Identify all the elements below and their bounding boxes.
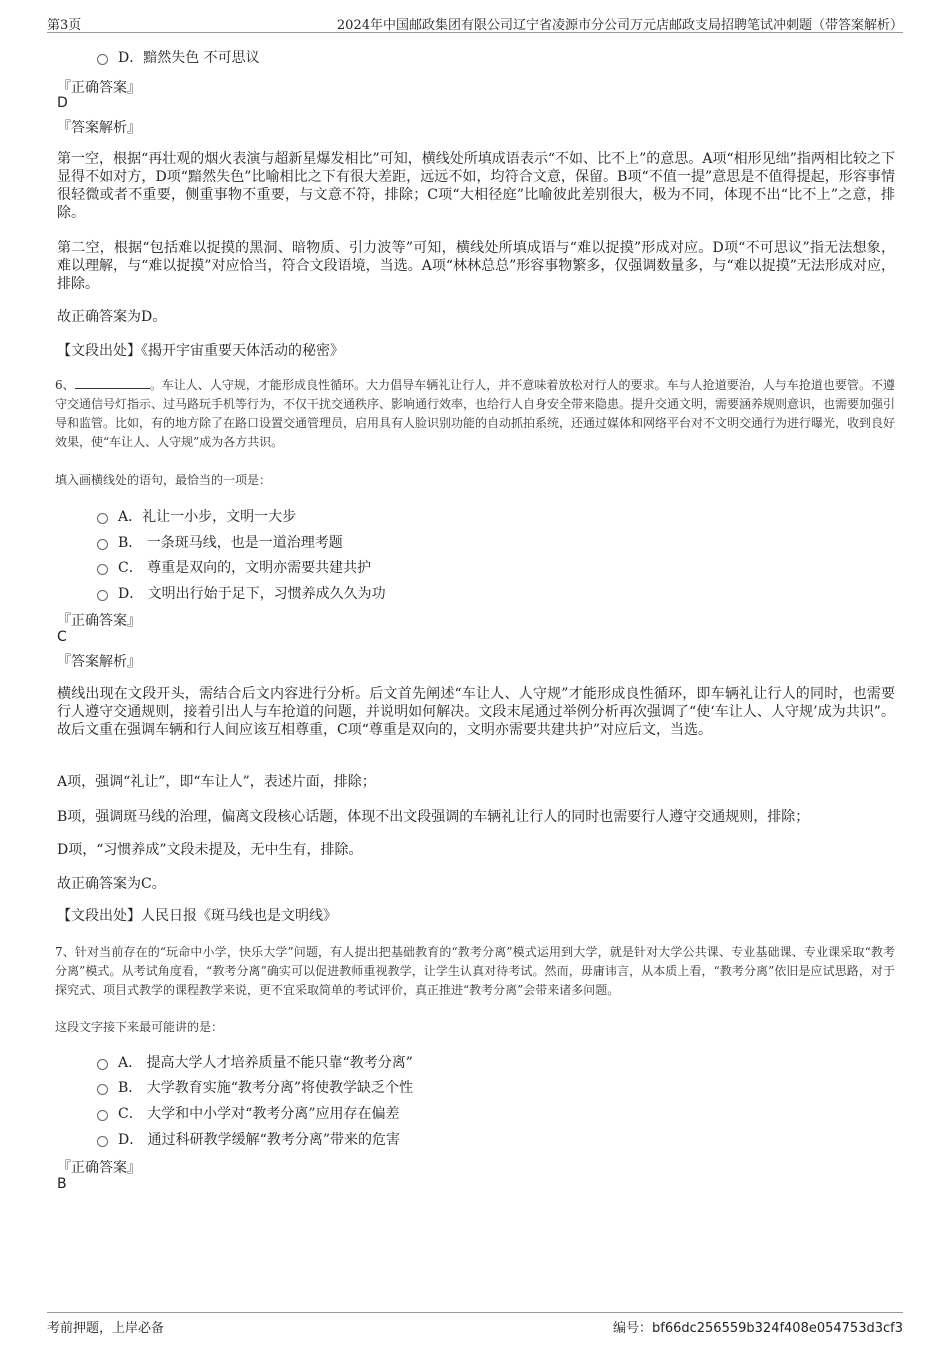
radio-icon[interactable] — [97, 539, 108, 550]
q5-conclusion: 故正确答案为D。 — [57, 309, 167, 325]
radio-icon[interactable] — [97, 564, 108, 575]
q7-option-c[interactable]: C． 大学和中小学对“教考分离”应用存在偏差 — [97, 1103, 399, 1123]
fill-blank — [75, 376, 150, 389]
radio-icon[interactable] — [97, 1110, 108, 1121]
radio-icon[interactable] — [97, 513, 108, 524]
page-footer — [47, 1312, 903, 1337]
q6-option-a[interactable]: A．礼让一小步，文明一大步 — [97, 506, 296, 526]
radio-icon[interactable] — [97, 1136, 108, 1147]
q5-analysis-label: 『答案解析』 — [57, 120, 141, 136]
q7-prompt: 这段文字接下来最可能讲的是： — [55, 1020, 224, 1034]
q6-option-d[interactable]: D． 文明出行始于足下，习惯养成久久为功 — [97, 583, 386, 603]
page-header — [47, 10, 903, 33]
q6-option-c[interactable]: C． 尊重是双向的，文明亦需要共建共护 — [97, 557, 371, 577]
q5-source: 【文段出处】《揭开宇宙重要天体活动的秘密》 — [57, 343, 344, 359]
q7-option-b[interactable]: B． 大学教育实施“教考分离”将使教学缺乏个性 — [97, 1077, 413, 1097]
document-title: 2024年中国邮政集团有限公司辽宁省凌源市分公司万元店邮政支局招聘笔试冲刺题（带答案解析） — [336, 18, 903, 33]
q6-correct-label: 『正确答案』 — [57, 613, 141, 629]
q5-analysis-p1: 第一空，根据“再壮观的烟火表演与超新星爆发相比”可知，横线处所填成语表示“不如、比不上”的意思。A项“相形见绌”指两相比较之下显得不如对方，D项“黯然失色”比喻相比之下有很大差距，远远不如，均符合文意，保留。B项“不值一提”意思是不值得提起，形容事情很轻微或者不重要，侧重事物不重要，与文意不符，排除；C项“大相径庭”比喻彼此差别很大，极为不同，体现不出“比不上”之意，排除。 — [57, 151, 895, 221]
radio-icon[interactable] — [97, 54, 108, 65]
q6-source: 【文段出处】人民日报《斑马线也是文明线》 — [57, 908, 337, 924]
q6-answer: C — [57, 629, 67, 645]
q5-answer: D — [57, 95, 68, 111]
footer-code: 编号：bf66dc256559b324f408e054753d3cf3 — [612, 1321, 903, 1336]
q6-conclusion: 故正确答案为C。 — [57, 876, 166, 892]
page-number: 第3页 — [47, 18, 82, 33]
q7-option-a[interactable]: A． 提高大学人才培养质量不能只靠“教考分离” — [97, 1052, 413, 1072]
radio-icon[interactable] — [97, 1059, 108, 1070]
q6-analysis-p2: A项，强调“礼让”，即“车让人”，表述片面，排除； — [57, 774, 376, 790]
footer-slogan: 考前押题，上岸必备 — [47, 1321, 165, 1336]
q7-answer: B — [57, 1176, 67, 1192]
q6-prompt: 填入画横线处的语句，最恰当的一项是： — [55, 473, 272, 487]
radio-icon[interactable] — [97, 1084, 108, 1095]
q5-analysis-p2: 第二空，根据“包括难以捉摸的黑洞、暗物质、引力波等”可知，横线处所填成语与“难以捉摸”形成对应。D项“不可思议”指无法想象，难以理解，与“难以捉摸”对应恰当，符合文段语境，当选。A项“林林总总”形容事物繁多，仅强调数量多，与“难以捉摸”无法形成对应，排除。 — [57, 240, 895, 292]
q6-analysis-label: 『答案解析』 — [57, 654, 141, 670]
q6-analysis-p3: B项，强调斑马线的治理，偏离文段核心话题，体现不出文段强调的车辆礼让行人的同时也需要行人遵守交通规则，排除； — [57, 809, 810, 825]
q7-passage: 7、针对当前存在的“玩命中小学，快乐大学”问题，有人提出把基础教育的“教考分离”模式运用到大学，就是针对大学公共课、专业基础课、专业课采取“教考分离”模式。从考试角度看，“教考分离”确实可以促进教师重视教学，让学生认真对待考试。然而，毋庸讳言，从本质上看，“教考分离”依旧是应试思路，对于探究式、项目式教学的课程教学来说，更不宜采取简单的考试评价，真正推进“教考分离”会带来诸多问题。 — [55, 945, 895, 997]
q5-option-d[interactable]: D．黯然失色 不可思议 — [97, 47, 260, 67]
q6-passage: 6、 。车让人、人守规，才能形成良性循环。大力倡导车辆礼让行人，并不意味着放松对行人的要求。车与人抢道要治，人与车抢道也要管。不遵守交通信号灯指示、过马路玩手机等行为，不仅干扰交通秩序、影响通行效率，也给行人自身安全带来隐患。提升交通文明，需要涵养规则意识，也需要加强引导和监管。比如，有的地方除了在路口设置交通管理员，启用具有人脸识别功能的自动抓拍系统，还通过媒体和网络平台对不文明交通行为进行曝光，收到良好效果，使“车让人、人守规”成为各方共识。 — [55, 378, 896, 449]
q7-option-d[interactable]: D． 通过科研教学缓解“教考分离”带来的危害 — [97, 1129, 400, 1149]
radio-icon[interactable] — [97, 590, 108, 601]
q5-correct-label: 『正确答案』 — [57, 80, 141, 96]
q6-option-b[interactable]: B． 一条斑马线，也是一道治理考题 — [97, 532, 343, 552]
q6-analysis-p1: 横线出现在文段开头，需结合后文内容进行分析。后文首先阐述“车让人、人守规”才能形成良性循环，即车辆礼让行人的同时，也需要行人遵守交通规则，接着引出人与车抢道的问题，并说明如何解决。文段末尾通过举例分析再次强调了“使‘车让人、人守规’成为共识”。故后文重在强调车辆和行人间应该互相尊重，C项“尊重是双向的，文明亦需要共建共护”对应后文，当选。 — [57, 686, 895, 738]
q7-correct-label: 『正确答案』 — [57, 1160, 141, 1176]
q6-analysis-p4: D项，“习惯养成”文段未提及，无中生有，排除。 — [57, 842, 363, 858]
